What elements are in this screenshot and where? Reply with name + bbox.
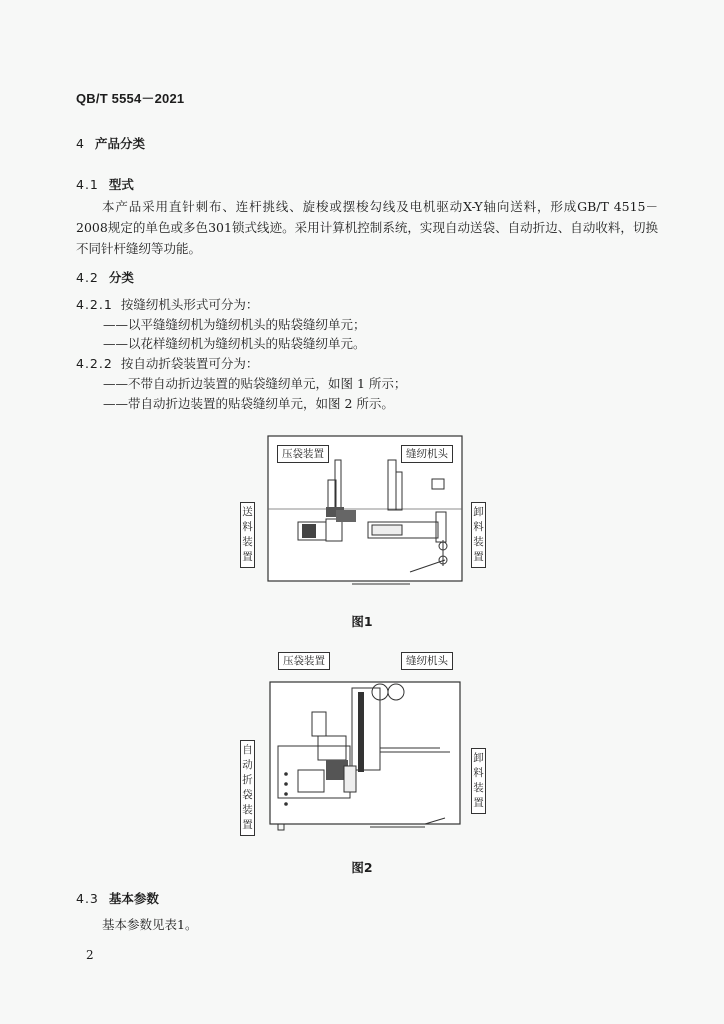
heading-4-number: 4: [76, 136, 85, 151]
heading-4-3-title: 基本参数: [108, 891, 159, 906]
figure-1-label-head: 缝纫机头: [401, 445, 453, 463]
paragraph-4-1: 本产品采用直针刺布、连杆挑线、旋梭或摆梭勾线及电机驱动X-Y轴向送料，形成GB/T 4515－2008规定的单色或多色301锁式线迹。采用计算机控制系统，实现自动送袋、自动折边、自动收料，切换不同针杆缝纫等功能。: [76, 199, 658, 256]
clause-4-2-2-text: 按自动折袋装置可分为：: [120, 356, 259, 371]
clause-4-2-1-number: 4.2.1: [76, 297, 113, 312]
list-item: ——不带自动折边装置的贴袋缝纫单元，如图 1 所示；: [103, 376, 407, 391]
clause-4-2-2-number: 4.2.2: [76, 356, 113, 371]
list-item: ——带自动折边装置的贴袋缝纫单元，如图 2 所示。: [103, 396, 394, 411]
heading-4-2: [76, 268, 134, 286]
heading-4: [76, 134, 145, 152]
heading-4-title: 产品分类: [94, 136, 145, 151]
figure-1-label-feed: 送料装置: [240, 502, 255, 568]
figure-2-label-fold: 自动折袋装置: [240, 740, 255, 836]
heading-4-1-number: 4.1: [76, 177, 99, 192]
heading-4-3-number: 4.3: [76, 891, 99, 906]
clause-4-2-2: [76, 354, 258, 372]
figure-2-caption: 图2: [351, 860, 373, 875]
figure-2-drawing: [240, 648, 490, 832]
page-number: 2: [86, 948, 94, 962]
standard-number: QB/T 5554－2021: [76, 91, 185, 106]
list-item: ——以花样缝纫机为缝纫机头的贴袋缝纫单元。: [103, 336, 366, 351]
figure-2-label-head: 缝纫机头: [401, 652, 453, 670]
heading-4-2-number: 4.2: [76, 270, 99, 285]
figure-1-caption: 图1: [351, 614, 373, 629]
heading-4-3: [76, 889, 159, 907]
figure-2-label-press: 压袋装置: [278, 652, 330, 670]
paragraph-4-3: 基本参数见表1。: [102, 917, 198, 932]
clause-4-2-1: [76, 295, 258, 313]
figure-2: [240, 648, 490, 832]
heading-4-1: [76, 175, 134, 193]
figure-1: [240, 432, 490, 602]
figure-1-label-unload: 卸料装置: [471, 502, 486, 568]
heading-4-1-title: 型式: [108, 177, 134, 192]
list-item: ——以平缝缝纫机为缝纫机头的贴袋缝纫单元；: [103, 317, 366, 332]
figure-2-label-unload: 卸料装置: [471, 748, 486, 814]
figure-1-label-press: 压袋装置: [277, 445, 329, 463]
clause-4-2-1-text: 按缝纫机头形式可分为：: [120, 297, 259, 312]
heading-4-2-title: 分类: [108, 270, 134, 285]
